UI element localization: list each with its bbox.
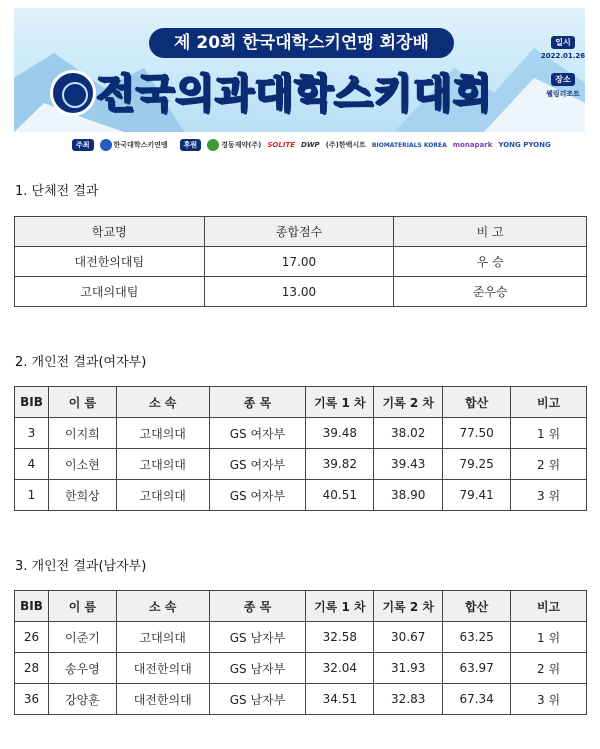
cell-rank: 2 위 [511,653,587,684]
men-results-table [14,590,587,715]
cell-score: 13.00 [204,277,394,307]
header-school: 학교명 [15,217,205,247]
cell-run2: 39.43 [374,449,443,480]
team-results-table [14,216,587,307]
cell-name: 이지희 [48,418,116,449]
cell-bib: 36 [15,684,49,715]
cell-run1: 32.58 [306,622,374,653]
table-row [15,277,587,307]
cell-event: GS 남자부 [209,653,306,684]
cell-bib: 3 [15,418,49,449]
event-banner [14,8,585,132]
header-run2: 기록 2 차 [374,591,443,622]
table-row [15,653,587,684]
cell-school: 대전한의대팀 [15,247,205,277]
cell-bib: 28 [15,653,49,684]
cell-name: 송우영 [48,653,116,684]
header-name: 이 름 [48,591,116,622]
banner-title: 전국의과대학스키대회 [96,71,493,117]
cell-run2: 31.93 [374,653,443,684]
sponsor-solite: SOLITE [267,141,296,149]
cell-total: 77.50 [443,418,511,449]
host-name: 한국대학스키연맹 [100,139,168,151]
table-row [15,247,587,277]
header-total: 합산 [443,387,511,418]
date-value: 2022.01.26 [540,52,585,60]
cell-bib: 1 [15,480,49,511]
cell-affiliation: 대전한의대 [116,653,209,684]
cell-run2: 30.67 [374,622,443,653]
header-bib: BIB [15,387,49,418]
cell-name: 강양훈 [48,684,116,715]
table-header-row [15,591,587,622]
table-row [15,480,587,511]
header-run1: 기록 1 차 [306,591,374,622]
sponsor-yongpyong: YONG PYONG [498,141,551,149]
header-run1: 기록 1 차 [306,387,374,418]
table-header-row [15,387,587,418]
cell-name: 이소현 [48,449,116,480]
event-info [538,30,585,106]
table-row [15,684,587,715]
cell-event: GS 여자부 [209,480,306,511]
cell-total: 79.25 [443,449,511,480]
cell-total: 63.97 [443,653,511,684]
cell-run1: 32.04 [306,653,374,684]
header-total-score: 종합점수 [204,217,394,247]
table-row [15,622,587,653]
sponsor-strip [72,137,551,153]
cell-rank: 3 위 [511,684,587,715]
cell-score: 17.00 [204,247,394,277]
cell-event: GS 여자부 [209,418,306,449]
table-row [15,449,587,480]
cell-event: GS 여자부 [209,449,306,480]
federation-logo [50,70,96,116]
cell-rank: 1 위 [511,418,587,449]
header-remarks: 비 고 [394,217,587,247]
cell-affiliation: 고대의대 [116,449,209,480]
table-header-row [15,217,587,247]
cell-total: 67.34 [443,684,511,715]
cell-total: 63.25 [443,622,511,653]
cell-run1: 39.48 [306,418,374,449]
header-rank: 비고 [511,591,587,622]
kyungdong-mark-icon [207,139,219,151]
cell-run2: 38.02 [374,418,443,449]
cell-bib: 26 [15,622,49,653]
cell-affiliation: 고대의대 [116,622,209,653]
section-women-title: 2. 개인전 결과(여자부) [15,355,147,370]
cell-rank: 1 위 [511,622,587,653]
cell-total: 79.41 [443,480,511,511]
cell-run1: 34.51 [306,684,374,715]
header-affiliation: 소 속 [116,387,209,418]
cell-affiliation: 고대의대 [116,418,209,449]
section-team-title: 1. 단체전 결과 [15,184,99,199]
cell-rank: 2 위 [511,449,587,480]
sponsor-monapark: monapark [452,141,493,149]
cell-event: GS 남자부 [209,684,306,715]
host-label: 주최 [72,139,94,151]
header-total: 합산 [443,591,511,622]
sponsor-biomaterials: BIOMATERIALS KOREA [371,141,447,149]
cell-name: 한희상 [48,480,116,511]
place-value: 웰링리조트 [546,90,580,98]
banner-subtitle: 제 20회 한국대학스키연맹 회장배 [149,28,454,58]
cell-affiliation: 고대의대 [116,480,209,511]
header-name: 이 름 [48,387,116,418]
sponsor-kyungdong: 경동제약(주) [207,139,261,151]
cell-school: 고대의대팀 [15,277,205,307]
header-bib: BIB [15,591,49,622]
cell-remarks: 준우승 [394,277,587,307]
section-men-title: 3. 개인전 결과(남자부) [15,559,147,574]
cell-event: GS 남자부 [209,622,306,653]
cell-run2: 32.83 [374,684,443,715]
header-rank: 비고 [511,387,587,418]
women-results-table [14,386,587,511]
cell-bib: 4 [15,449,49,480]
federation-mark-icon [100,139,112,151]
sponsor-label: 후원 [180,139,202,151]
cell-run2: 38.90 [374,480,443,511]
cell-name: 이준기 [48,622,116,653]
date-label: 일시 [551,36,574,49]
cell-affiliation: 대전한의대 [116,684,209,715]
cell-rank: 3 위 [511,480,587,511]
table-row [15,418,587,449]
cell-run1: 40.51 [306,480,374,511]
sponsor-hanbaek: (주)한백시트 [325,141,366,149]
header-run2: 기록 2 차 [374,387,443,418]
header-affiliation: 소 속 [116,591,209,622]
place-label: 장소 [551,73,574,86]
header-event: 종 목 [209,591,306,622]
cell-remarks: 우 승 [394,247,587,277]
cell-run1: 39.82 [306,449,374,480]
header-event: 종 목 [209,387,306,418]
sponsor-dwp: DWP [301,141,320,149]
